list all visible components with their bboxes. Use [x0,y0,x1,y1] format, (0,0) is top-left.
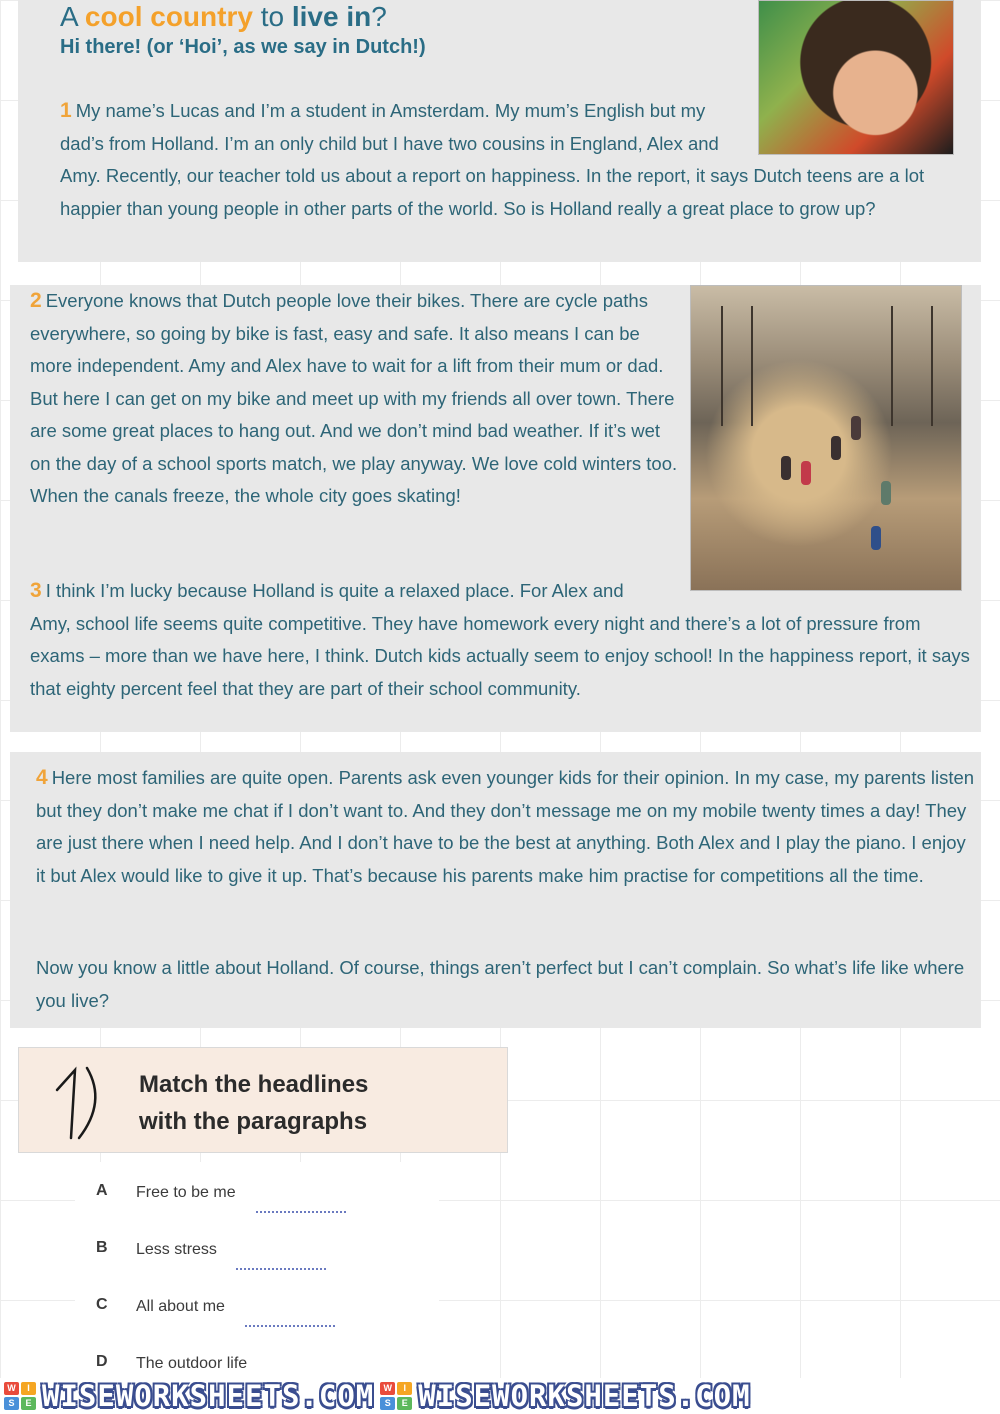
headline-row-b [75,1225,439,1265]
headline-row-c [75,1282,439,1322]
canal-skating-photo [690,285,962,591]
watermark-footer [0,1378,1000,1414]
headline-letter: A [96,1182,108,1199]
title-highlight: cool country [84,1,253,32]
headline-text: Less stress [136,1241,217,1258]
headline-text: All about me [136,1298,225,1315]
article-subtitle: Hi there! (or ‘Hoi’, as we say in Dutch!) [60,36,426,58]
brand-text: WISEWORKSHEETS.COM [42,1379,375,1413]
paragraph-2: 2 Everyone knows that Dutch people love their bikes. There are cycle paths everywhere, so going by bike is fast, easy and safe. It also means I can be more independent. Amy and Alex have to wait for a lift from their mum or dad. But here I can get on my bike and meet up with my friends all over town. There are some great places to hang out. And we don’t mind bad weather. If it’s wet on the day of a school sports match, we play anyway. We love cold winters too. When the canals freeze, the whole city goes skating! [30,289,678,506]
article-intro-panel [18,0,981,262]
task-heading-box [18,1047,508,1153]
wiseworksheets-logo-icon: W I S E [380,1382,412,1410]
article-end-panel [10,752,981,1028]
answer-blank-b[interactable] [236,1268,326,1270]
task-number-handwritten [49,1062,109,1144]
headline-letter: D [96,1353,108,1370]
headline-row-a [75,1168,439,1208]
task-title: Match the headlines with the paragraphs [139,1071,369,1135]
wiseworksheets-logo-icon: W I S E [4,1382,36,1410]
headline-text: Free to be me [136,1184,236,1201]
paragraph-1: 1 My name’s Lucas and I’m a student in Amsterdam. My mum’s English but my dad’s from Holland. I’m an only child but I have two cousins in England, Alex and Amy. Recently, our teacher told us about a report on happiness. In the report, it says Dutch teens are a lot happier than young people in other parts of the world. So is Holland really a great place to grow up? [60,99,925,219]
article-middle-panel [10,285,981,732]
article-title: A cool country to live in? [60,1,387,32]
answer-blank-c[interactable] [245,1325,335,1327]
headline-letter: B [96,1239,108,1256]
paragraph-3: 3 I think I’m lucky because Holland is quite a relaxed place. For Alex and Amy, school life seems quite competitive. They have homework every night and there’s a lot of pressure from exams – more than we have here, I think. Dutch kids actually seem to enjoy school! In the happiness report, it says that eighty percent feel that they are part of their school community. [30,579,970,699]
brand-mark [380,1379,750,1413]
headline-row-d [75,1339,439,1379]
answer-blank-a[interactable] [256,1211,346,1213]
brand-mark [4,1379,374,1413]
brand-text: WISEWORKSHEETS.COM [418,1379,751,1413]
headline-match-list [75,1162,439,1382]
headline-text: The outdoor life [136,1355,248,1372]
closing-paragraph: Now you know a little about Holland. Of course, things aren’t perfect but I can’t complain. So what’s life like where you live? [36,957,965,1011]
paragraph-4: 4 Here most families are quite open. Parents ask even younger kids for their opinion. In my case, my parents listen but they don’t make me chat if I don’t want to. And they don’t message me on my mobile twenty times a day! They are just there when I need help. And I don’t have to be the best at anything. Both Alex and I play the piano. I enjoy it but Alex would like to give it up. That’s because his parents make him practise for competitions all the time. [36,766,975,886]
headline-letter: C [96,1296,108,1313]
